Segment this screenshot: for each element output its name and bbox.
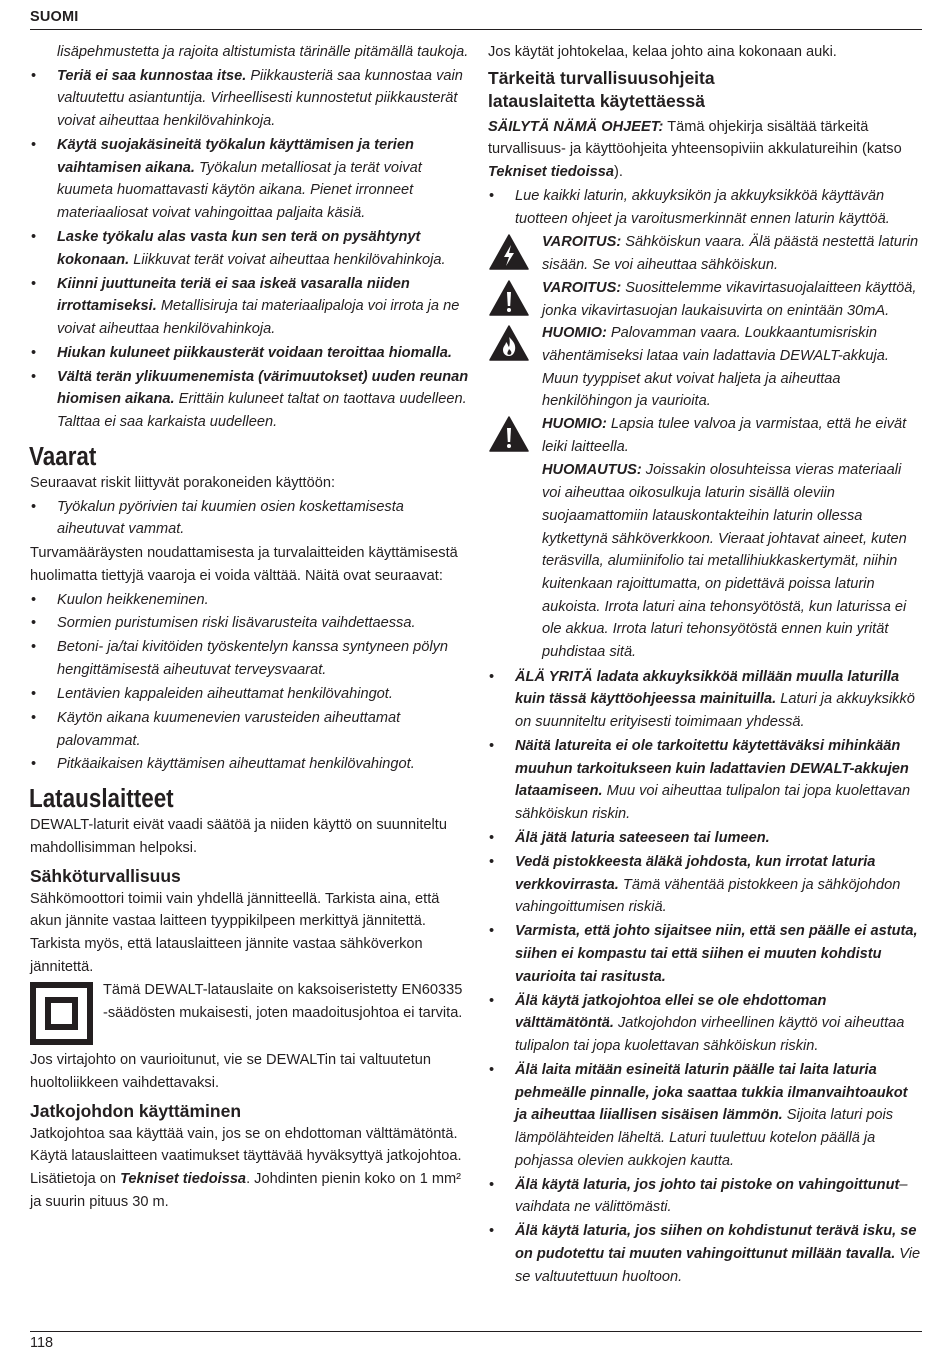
item-bold: Älä laita mitään esineitä laturin päälle tai laita laturia pehmeälle pinnalle, joka saattaa tukkia ilmanvaihtoaukot ja aiheuttaa liiallisen sisäisen lämmön.	[515, 1061, 908, 1124]
jatko-text-part: Jatkojohtoa saa käyttää vain, jos se on ehdottoman välttämätöntä. Käytä latauslaitteen vaatimukset täyttävää hyväksyttyä jatkojohtoa. Lisätietoja on	[30, 1125, 462, 1188]
list-item: • Älä jätä laturia sateeseen tai lumeen.	[489, 830, 770, 847]
latauslaitteet-text: DEWALT-laturit eivät vaadi säätöä ja niiden käyttö on suunniteltu mahdollisimman helpoksi.	[30, 817, 447, 856]
item-bold: Vedä pistokkeesta äläkä johdosta, kun irrotat laturia verkkovirrasta.	[515, 853, 876, 893]
list-item: • Laske työkalu alas vasta kun sen terä on pysähtynyt kokonaan. Liikkuvat terät voivat aiheuttaa henkilövahinkoja.	[31, 229, 446, 268]
note-label: HUOMAUTUS:	[542, 462, 642, 479]
double-insulation-text: Tämä DEWALT-latauslaite on kaksoiseristetty EN60335 -säädösten mukaisesti, joten maadoitusjohtoa ei tarvita.	[103, 982, 463, 1022]
list-item: • Sormien puristumisen riski lisävarusteita vaihdettaessa.	[31, 615, 416, 632]
cord-damage-text: Jos virtajohto on vaurioitunut, vie se DEWALTin tai valtuutetun huoltoliikkeen vaihdettavaksi.	[30, 1052, 431, 1092]
item-bold: ÄLÄ YRITÄ ladata akkuyksikköä millään muulla laturilla kuin tässä käyttöohjeessa mainituilla.	[515, 668, 900, 708]
warning-label: VAROITUS:	[542, 279, 622, 296]
electric-shock-warning-icon	[489, 234, 529, 270]
item-bold: Teriä ei saa kunnostaa itse.	[57, 67, 247, 84]
list-item: • Näitä latureita ei ole tarkoitettu käytettäväksi mihinkään muuhun tarkoitukseen kuin ladattavien DEWALT-akkujen lataamiseen. Muu voi aiheuttaa tulipalon tai jopa kuolettavan sähköiskun riskin.	[489, 738, 911, 823]
subheading-charger-safety	[488, 67, 922, 113]
list-item: • Lentävien kappaleiden aiheuttamat henkilövahingot.	[31, 685, 393, 702]
save-reference: Tekniset tiedoissa	[488, 164, 614, 181]
list-item: • Älä laita mitään esineitä laturin päälle tai laita laturia pehmeälle pinnalle, joka saattaa tukkia ilmanvaihtoaukot ja aiheuttaa liiallisen sisäisen lämmön. Sijoita laturi pois lämpölähteiden läheltä. Laturi tuulettuu kotelon päällä ja pohjassa olevien aukkojen kautta.	[489, 1061, 908, 1169]
item-text: Liikkuvat terät voivat aiheuttaa henkilövahinkoja.	[129, 251, 446, 268]
item-bold: Käytä suojakäsineitä työkalun käyttämisen ja terien vaihtamisen aikana.	[57, 137, 414, 176]
caution-icon	[489, 416, 529, 452]
sahko-text: Sähkömoottori toimii vain yhdellä jännitteellä. Tarkista aina, että akun jännite vastaa laitteen tyyppikilpeen merkittyä jännitettä. Tarkista myös, että latauslaitteen jännite vastaa sähköverkon jännitettä.	[30, 890, 440, 975]
list-item: • Käytön aikana kuumenevien varusteiden aiheuttamat palovammat.	[31, 709, 401, 749]
jatko-text-reference: Tekniset tiedoissa	[120, 1171, 247, 1188]
warning-text: Lapsia tulee valvoa ja varmistaa, että he eivät leiki laitteella.	[542, 416, 907, 455]
list-item: • Pitkäaikaisen käyttämisen aiheuttamat henkilövahingot.	[31, 756, 415, 773]
item-bold: Älä käytä jatkojohtoa ellei se ole ehdottoman välttämätöntä.	[515, 992, 827, 1032]
list-item: • Teriä ei saa kunnostaa itse. Piikkausteriä saa kunnostaa vain valtuutettu asiantuntija. Virheellisesti kunnostetut piikkausterät voivat aiheuttaa henkilövahinkoja.	[31, 67, 463, 130]
item-text: Kuulon heikkeneminen.	[57, 591, 209, 608]
warning-rcd	[488, 277, 922, 322]
list-item: • Vältä terän ylikuumenemista (värimuutokset) uuden reunan hiomisen aikana. Erittäin kuluneet taltat on taottava uudelleen. Talttaa ei saa karkaista uudelleen.	[31, 368, 469, 431]
item-text: Lue kaikki laturin, akkuyksikön ja akkuyksikköä käyttävän tuotteen ohjeet ja varoitusmerkinnät ennen laturin käyttöä.	[515, 187, 890, 227]
item-text: Työkalun metalliosat ja terät voivat kuumeta huomattavasti käytön aikana. Pienet irronneet materiaaliosat voivat vahingoittaa paljaita käsiä.	[57, 159, 422, 222]
reel-text: Jos käytät johtokelaa, kelaa johto aina kokonaan auki.	[488, 44, 837, 60]
item-bold: Laske työkalu alas vasta kun sen terä on pysähtynyt kokonaan.	[57, 229, 421, 268]
warning-text: Sähköiskun vaara. Älä päästä nestettä laturin sisään. Se voi aiheuttaa sähköiskun.	[542, 234, 919, 274]
item-text: Tämä vähentää pistokkeen ja sähköjohdon vahingoittumisen riskiä.	[515, 876, 901, 916]
jatko-text-part: . Johdinten pienin koko on 1 mm² ja suurin pituus 30 m.	[30, 1171, 462, 1210]
item-bold: Kiinni juuttuneita teriä ei saa iskeä vasaralla niiden irrottamiseksi.	[57, 275, 410, 315]
warning-text: Palovamman vaara. Loukkaantumisriskin vähentämiseksi lataa vain ladattavia DEWALT-akkuja. Muun tyyppiset akut voivat haljeta ja aiheuttaa henkilöhingon ja vaurioita.	[542, 325, 889, 410]
list-item: • Älä käytä jatkojohtoa ellei se ole ehdottoman välttämätöntä. Jatkojohdon virheellinen käyttö voi aiheuttaa tulipalon tai jopa kuolettavan sähköiskun riskin.	[489, 992, 905, 1054]
item-bold: Älä jätä laturia sateeseen tai lumeen.	[515, 830, 770, 847]
item-text: Vie se valtuutettuun huoltoon.	[515, 1245, 921, 1285]
item-text: Metallisiruja tai materiaalipaloja voi irrota ja ne voivat aiheuttaa henkilövahinkoja.	[57, 298, 460, 337]
item-text: Erittäin kuluneet taltat on taottava uudelleen. Talttaa ei saa karkaista uudelleen.	[57, 391, 467, 431]
item-bold: Vältä terän ylikuumenemista (värimuutokset) uuden reunan hiomisen aikana.	[57, 368, 469, 408]
left-column	[30, 41, 470, 1215]
list-item: • Varmista, että johto sijaitsee niin, että sen päälle ei astuta, siihen ei kompastu tai että siihen ei muuten kohdistu vaurioita tai rasitusta.	[489, 923, 918, 985]
list-item: • Kiinni juuttuneita teriä ei saa iskeä vasaralla niiden irrottamiseksi. Metallisiruja tai materiaalipaloja voi irrota ja ne voivat aiheuttaa henkilövahinkoja.	[31, 275, 460, 337]
item-text: Työkalun pyörivien tai kuumien osien koskettamisesta aiheutuvat vammat.	[57, 498, 404, 538]
list-item: • Hiukan kuluneet piikkausterät voidaan teroittaa hiomalla.	[31, 344, 452, 361]
residual-risks-list	[30, 589, 470, 777]
header-rule	[30, 29, 922, 30]
item-text: Piikkausteriä saa kunnostaa vain valtuutettu asiantuntija. Virheellisesti kunnostetut piikkausterät voivat aiheuttaa henkilövahinkoja.	[57, 67, 463, 130]
vaarat-bullet-list	[30, 496, 470, 541]
item-text: Muu voi aiheuttaa tulipalon tai jopa kuolettavan sähköiskun riskin.	[515, 783, 911, 823]
right-column	[488, 41, 922, 1289]
heading-line: Tärkeitä turvallisuusohjeita	[488, 67, 715, 88]
section-heading-latauslaitteet: Latauslaitteet	[29, 785, 174, 814]
list-item: • Vedä pistokkeesta äläkä johdosta, kun irrotat laturia verkkovirrasta. Tämä vähentää pistokkeen ja sähköjohdon vahingoittumisen riskiä.	[489, 853, 901, 916]
item-text: – vaihdata ne välittömästi.	[515, 1176, 908, 1216]
warning-text: Suosittelemme vikavirtasuojalaitteen käyttöä, jonka vikavirtasuojan laukaisuvirta on enintään 30mA.	[542, 279, 917, 319]
page-number: 118	[30, 1335, 54, 1351]
note-text: Joissakin olosuhteissa vieras materiaali voi aiheuttaa oikosulkuja laturin sisällä oleviin suojaamattomiin latauskontakteihin laturin ollessa kytkettynä sähköverkkoon. Vieraat johtavat aineet, kuten teräsvilla, alumiinifolio tai metallihiukkaskertymät, niihin kuitenkaan rajoittumatta, on pidettävä poissa laturin aukoista. Irrota laturi aina tehonsyötöstä, kun laturissa ei ole akkua. Irrota laturi tehonsyötöstä ennen kuin yrität puhdistaa sitä.	[542, 462, 907, 661]
save-instructions	[488, 116, 922, 184]
save-label: SÄILYTÄ NÄMÄ OHJEET:	[488, 118, 664, 135]
item-text: Laturi ja akkuyksikkö on suunniteltu erityisesti toimimaan yhdessä.	[515, 691, 915, 731]
list-item: • Käytä suojakäsineitä työkalun käyttämisen ja terien vaihtamisen aikana. Työkalun metalliosat ja terät voivat kuumeta huomattavasti käytön aikana. Pienet irronneet materiaaliosat voivat vahingoittaa paljaita käsiä.	[31, 137, 422, 222]
warning-electric-shock	[488, 231, 922, 276]
page-header-language: SUOMI	[30, 9, 79, 25]
list-item: • Betoni- ja/tai kivitöiden työskentelyn kanssa syntyneen pölyn hengittämisestä aiheutuvat terveysvaarat.	[31, 639, 449, 679]
caution-burn-hazard	[488, 322, 922, 413]
list-item: • Kuulon heikkeneminen.	[31, 591, 209, 608]
warning-label: HUOMIO:	[542, 416, 607, 433]
item-text: Pitkäaikaisen käyttämisen aiheuttamat henkilövahingot.	[57, 756, 415, 773]
item-text: Jatkojohdon virheellinen käyttö voi aiheuttaa tulipalon tai jopa kuolettavan sähköiskun riskin.	[515, 1015, 905, 1054]
warning-label: HUOMIO:	[542, 325, 607, 342]
caution-children	[488, 413, 922, 458]
section-heading-vaarat: Vaarat	[29, 442, 97, 471]
fire-hazard-icon	[489, 325, 529, 361]
vaarat-paragraph: Turvamääräysten noudattamisesta ja turvalaitteiden käyttämisestä huolimatta tiettyjä vaaroja ei voida välttää. Näitä ovat seuraavat:	[30, 545, 458, 584]
save-text: ).	[614, 164, 623, 181]
item-text: Sormien puristumisen riski lisävarusteita vaihdettaessa.	[57, 615, 416, 632]
chisel-safety-list	[30, 65, 470, 434]
jatko-text	[30, 1123, 470, 1214]
note-foreign-material	[488, 459, 922, 663]
list-item: • Älä käytä laturia, jos johto tai pistoke on vahingoittunut– vaihdata ne välittömästi.	[489, 1176, 908, 1216]
item-bold: Varmista, että johto sijaitsee niin, että sen päälle ei astuta, siihen ei kompastu tai että siihen ei muuten kohdistu vaurioita tai rasitusta.	[515, 923, 918, 985]
item-bold: Näitä latureita ei ole tarkoitettu käytettäväksi mihinkään muuhun tarkoitukseen kuin ladattavien DEWALT-akkujen lataamiseen.	[515, 738, 909, 800]
list-item: • Älä käytä laturia, jos siihen on kohdistunut terävä isku, se on pudotettu tai muuten vahingoittunut millään tavalla. Vie se valtuutettuun huoltoon.	[489, 1223, 921, 1285]
charger-rules-list	[488, 666, 922, 1288]
save-text: Tämä ohjekirja sisältää tärkeitä turvallisuus- ja käyttöohjeita yhteensopiviin akkulatureihin (katso	[488, 118, 902, 158]
subheading-jatkojohto: Jatkojohdon käyttäminen	[30, 1100, 242, 1121]
item-text: Betoni- ja/tai kivitöiden työskentelyn kanssa syntyneen pölyn hengittämisestä aiheutuvat terveysvaarat.	[57, 639, 449, 679]
item-text: Käytön aikana kuumenevien varusteiden aiheuttamat palovammat.	[57, 709, 401, 749]
list-item: • Lue kaikki laturin, akkuyksikön ja akkuyksikköä käyttävän tuotteen ohjeet ja varoitusmerkinnät ennen laturin käyttöä.	[489, 187, 890, 227]
heading-line: latauslaitetta käytettäessä	[488, 90, 705, 111]
warning-label: VAROITUS:	[542, 234, 622, 251]
double-insulation-block	[30, 979, 470, 1049]
list-item: • ÄLÄ YRITÄ ladata akkuyksikköä millään muulla laturilla kuin tässä käyttöohjeessa mainituilla. Laturi ja akkuyksikkö on suunniteltu erityisesti toimimaan yhdessä.	[489, 668, 915, 731]
footer-rule	[30, 1331, 922, 1332]
double-insulation-icon	[30, 982, 93, 1045]
continued-text: lisäpehmustetta ja rajoita altistumista tärinälle pitämällä taukoja.	[57, 44, 469, 60]
item-bold: Älä käytä laturia, jos siihen on kohdistunut terävä isku, se on pudotettu tai muuten vahingoittunut millään tavalla.	[515, 1223, 917, 1262]
item-text: Lentävien kappaleiden aiheuttamat henkilövahingot.	[57, 685, 393, 702]
general-warning-icon	[489, 280, 529, 316]
read-instructions-list	[488, 185, 922, 230]
vaarat-intro: Seuraavat riskit liittyvät porakoneiden käyttöön:	[30, 474, 336, 491]
item-text: Sijoita laturi pois lämpölähteiden läheltä. Laturi tuulettuu kotelon päällä ja pohjassa olevien aukkojen kautta.	[515, 1107, 893, 1169]
subheading-sahkoturvallisuus: Sähköturvallisuus	[30, 865, 181, 886]
list-item: • Työkalun pyörivien tai kuumien osien koskettamisesta aiheutuvat vammat.	[31, 498, 404, 538]
item-bold: Hiukan kuluneet piikkausterät voidaan teroittaa hiomalla.	[57, 344, 452, 361]
item-bold: Älä käytä laturia, jos johto tai pistoke on vahingoittunut	[515, 1176, 900, 1193]
